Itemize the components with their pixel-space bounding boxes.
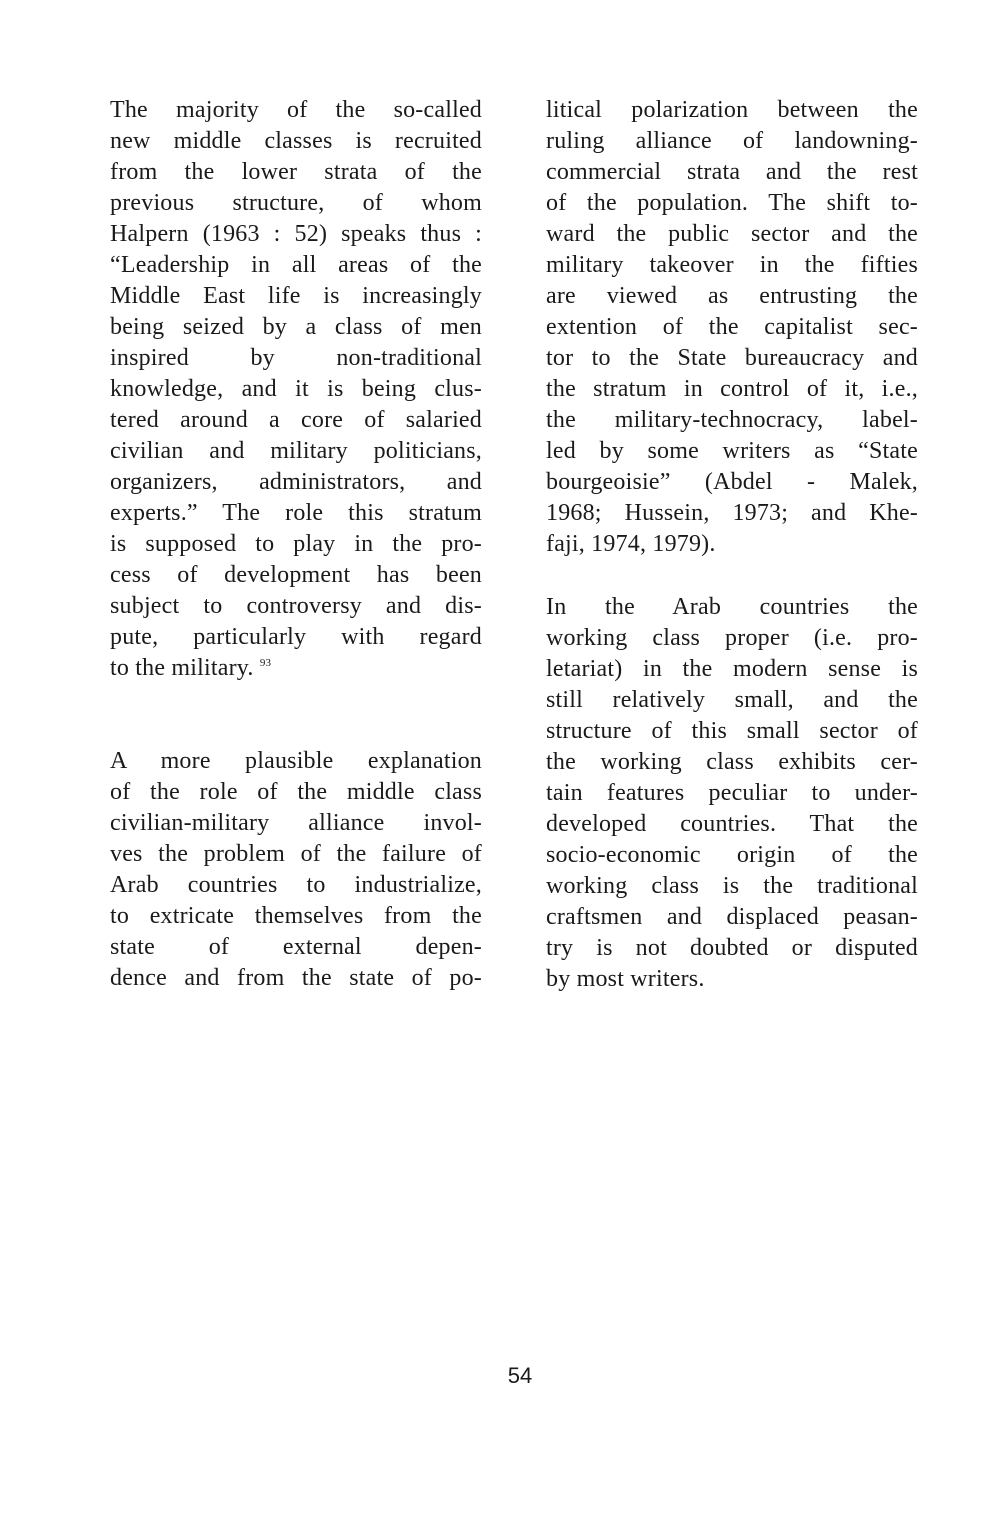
text-line: ruling alliance of landowning- [546, 128, 918, 154]
page-number: 54 [507, 1363, 533, 1388]
text-line: tor to the State bureaucracy and [546, 345, 918, 371]
text-line: of the population. The shift to- [546, 190, 918, 216]
text-line: 1968; Hussein, 1973; and Khe- [546, 500, 918, 526]
text-line-content: to the military. [110, 655, 254, 681]
text-line: from the lower strata of the [110, 159, 482, 185]
text-line: of the role of the middle class [110, 779, 482, 805]
text-line: led by some writers as “State [546, 438, 918, 464]
text-line [110, 653, 482, 684]
text-line: knowledge, and it is being clus- [110, 376, 482, 402]
text-line: to extricate themselves from the [110, 903, 482, 929]
text-line: inspired by non-traditional [110, 345, 482, 371]
text-line: cess of development has been [110, 562, 482, 588]
text-line: previous structure, of whom [110, 190, 482, 216]
text-line: bourgeoisie” (Abdel - Malek, [546, 469, 918, 495]
text-line: are viewed as entrusting the [546, 283, 918, 309]
paragraph-spacer [110, 684, 482, 746]
text-line: dence and from the state of po- [110, 965, 482, 991]
text-line: organizers, administrators, and [110, 469, 482, 495]
text-line: is supposed to play in the pro- [110, 531, 482, 557]
text-line: new middle classes is recruited [110, 128, 482, 154]
text-line: extention of the capitalist sec- [546, 314, 918, 340]
text-line: ward the public sector and the [546, 221, 918, 247]
text-line: The majority of the so-called [110, 97, 482, 123]
text-line: In the Arab countries the [546, 594, 918, 620]
paragraph [110, 95, 482, 684]
text-line: structure of this small sector of [546, 718, 918, 744]
text-line: tered around a core of salaried [110, 407, 482, 433]
text-line: civilian and military politicians, [110, 438, 482, 464]
text-line: still relatively small, and the [546, 687, 918, 713]
text-line: Arab countries to industrialize, [110, 872, 482, 898]
text-line: Middle East life is increasingly [110, 283, 482, 309]
paragraph [110, 746, 482, 994]
text-line: working class is the traditional [546, 873, 918, 899]
right-column [546, 95, 918, 995]
text-line: state of external depen- [110, 934, 482, 960]
text-line: socio-economic origin of the [546, 842, 918, 868]
text-line: litical polarization between the [546, 97, 918, 123]
footnote-reference: 93 [259, 657, 272, 669]
left-column [110, 95, 482, 994]
text-line: tain features peculiar to under- [546, 780, 918, 806]
text-line: craftsmen and displaced peasan- [546, 904, 918, 930]
text-line: the stratum in control of it, i.e., [546, 376, 918, 402]
text-line: A more plausible explanation [110, 748, 482, 774]
text-line: developed countries. That the [546, 811, 918, 837]
text-line: Halpern (1963 : 52) speaks thus : [110, 221, 482, 247]
text-line: subject to controversy and dis- [110, 593, 482, 619]
text-line: the working class exhibits cer- [546, 749, 918, 775]
text-line: working class proper (i.e. pro- [546, 625, 918, 651]
text-line: pute, particularly with regard [110, 624, 482, 650]
paragraph-spacer [546, 560, 918, 592]
text-line: letariat) in the modern sense is [546, 656, 918, 682]
text-line: military takeover in the fifties [546, 252, 918, 278]
paragraph [546, 592, 918, 995]
paragraph [546, 95, 918, 560]
text-line: “Leadership in all areas of the [110, 252, 482, 278]
text-line: faji, 1974, 1979). [546, 531, 716, 557]
text-line: being seized by a class of men [110, 314, 482, 340]
text-line: experts.” The role this stratum [110, 500, 482, 526]
text-line: commercial strata and the rest [546, 159, 918, 185]
text-line: the military-technocracy, label- [546, 407, 918, 433]
text-line: ves the problem of the failure of [110, 841, 482, 867]
text-line: by most writers. [546, 966, 705, 992]
text-line: civilian-military alliance invol- [110, 810, 482, 836]
text-line: try is not doubted or disputed [546, 935, 918, 961]
